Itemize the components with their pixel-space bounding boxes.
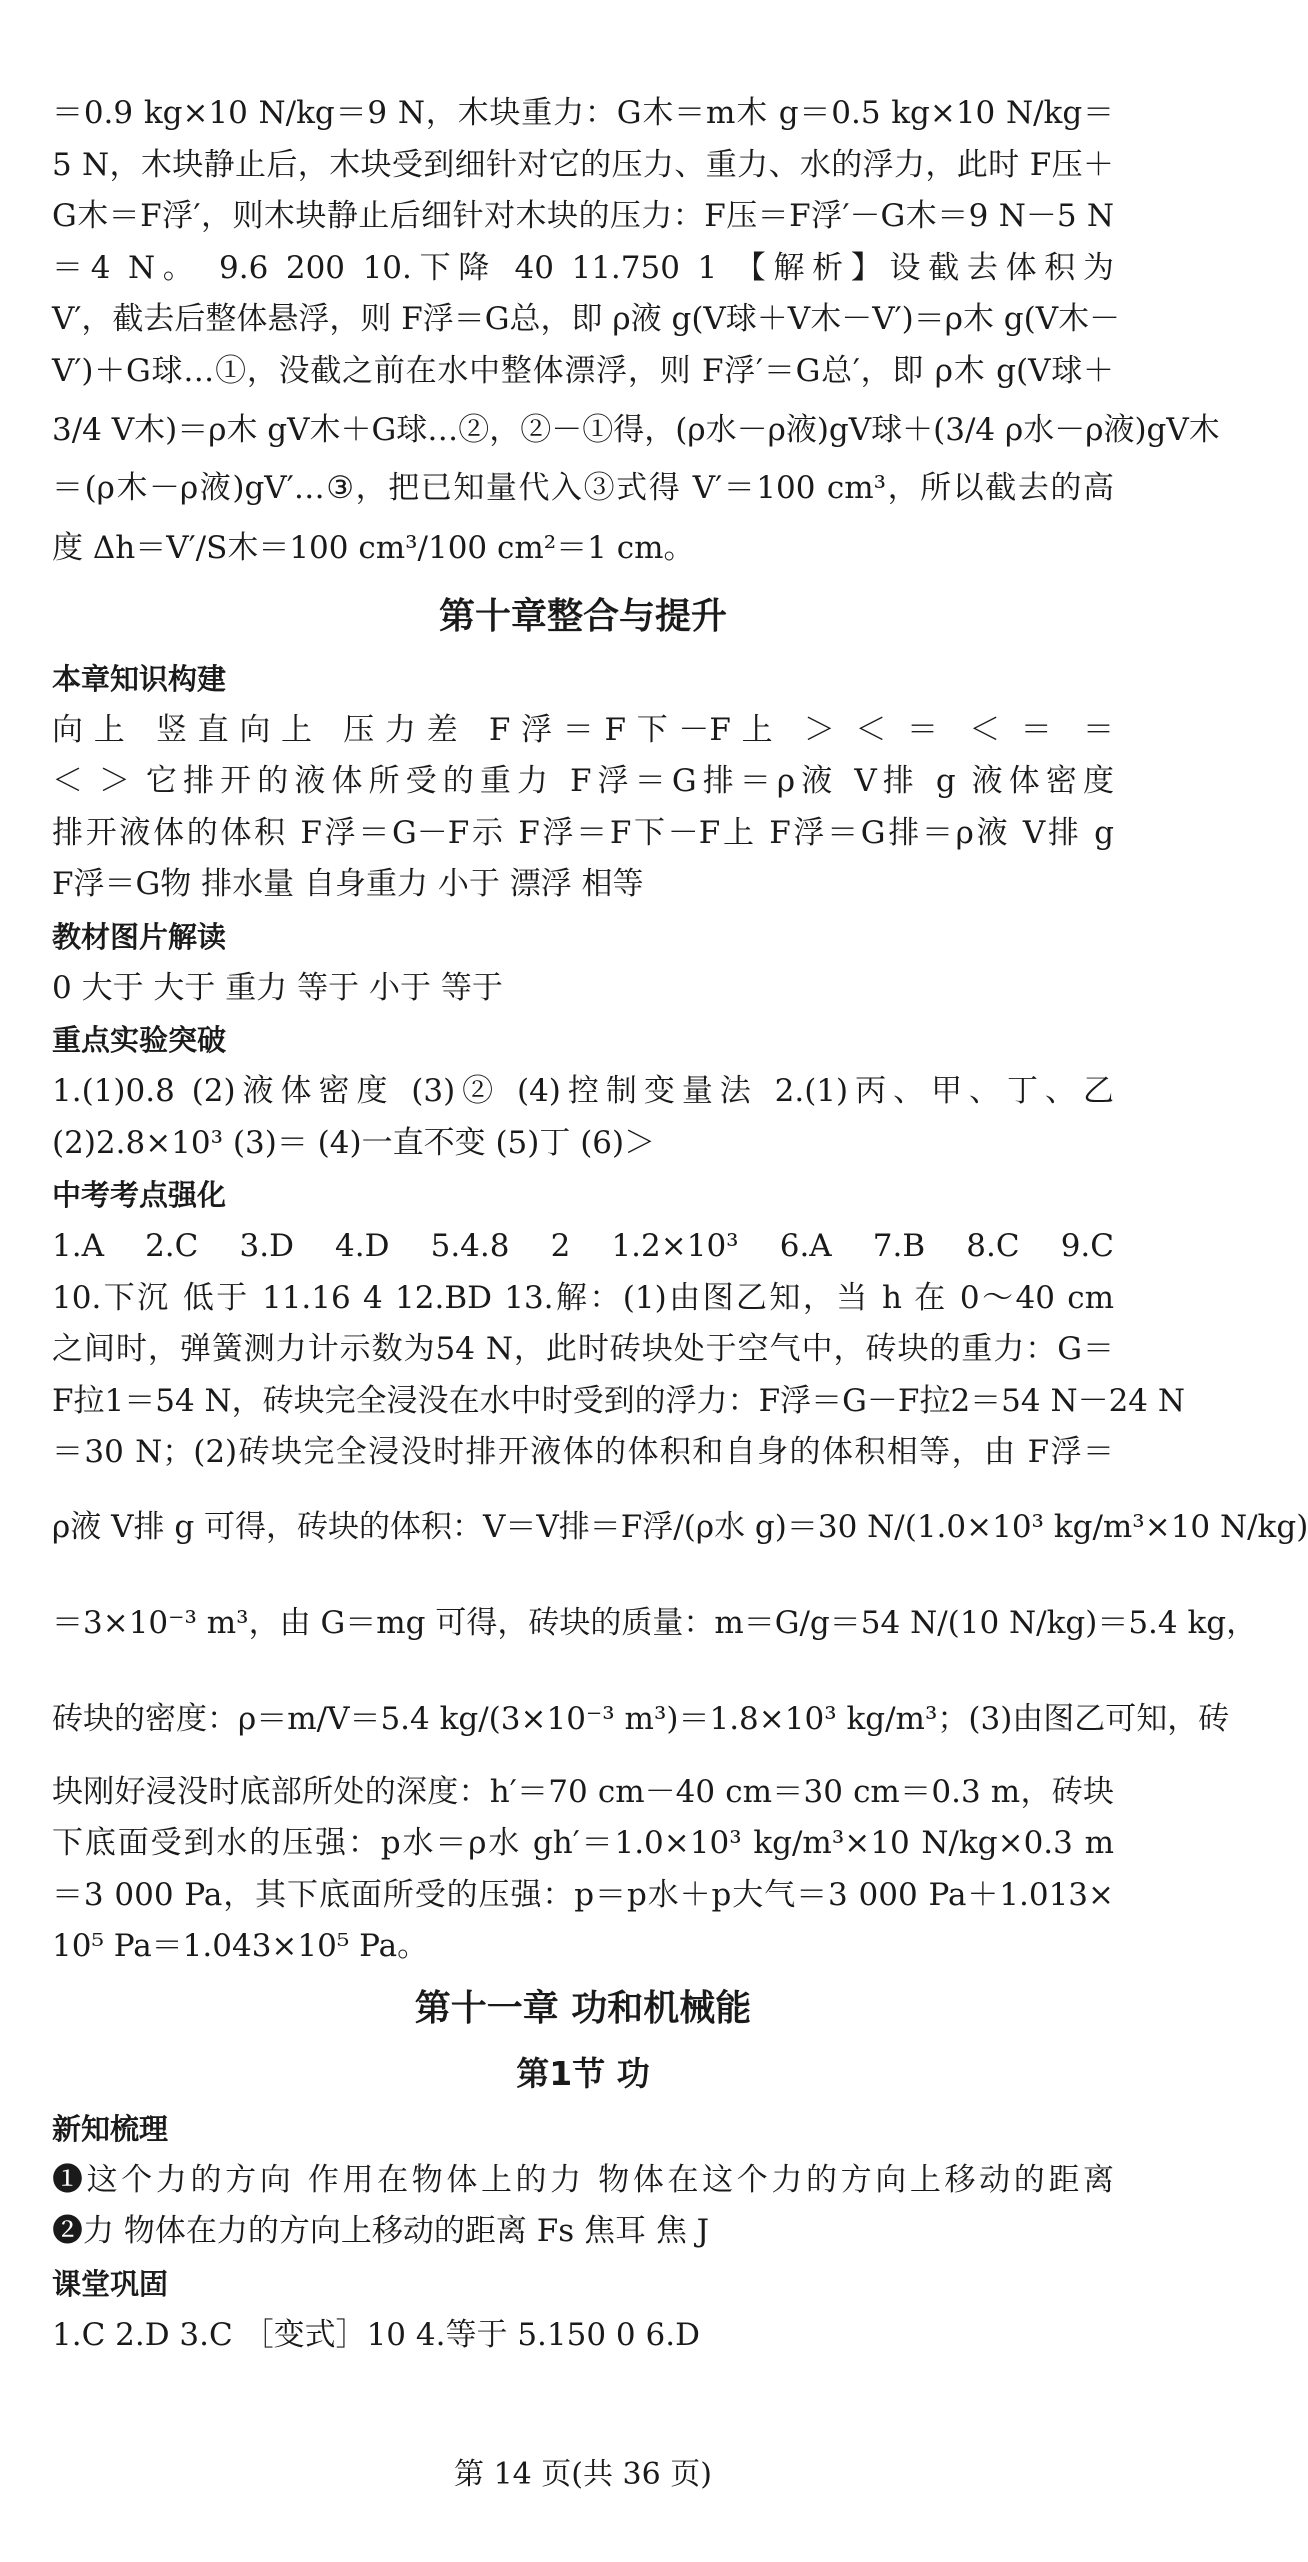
text-line: ＝30 N；(2)砖块完全浸没时排开液体的体积和自身的体积相等，由 F浮＝: [52, 1434, 1114, 1470]
text-line: 砖块的密度：ρ＝m/V＝5.4 kg/(3×10⁻³ m³)＝1.8×10³ kg/m³；(3)由图乙可知，砖: [52, 1700, 1230, 1737]
text-line: F拉1＝54 N，砖块完全浸没在水中时受到的浮力：F浮＝G－F拉2＝54 N－24 N: [52, 1382, 1186, 1419]
text-line: 10⁵ Pa＝1.043×10⁵ Pa。: [52, 1928, 429, 1964]
chapter-11-title: 第十一章 功和机械能: [414, 1987, 752, 2029]
section-knowledge-heading: 本章知识构建: [52, 661, 227, 696]
text-line: ＝3 000 Pa，其下底面所受的压强：p＝p水＋p大气＝3 000 Pa＋1.013×: [52, 1876, 1114, 1913]
page-content: [52, 88, 1308, 2361]
text-line: ＝3×10⁻³ m³，由 G＝mg 可得，砖块的质量：m＝G/g＝54 N/(10 N/kg)＝5.4 kg，: [52, 1604, 1258, 1641]
text-line: F浮＝G物 排水量 自身重力 小于 漂浮 相等: [52, 866, 644, 902]
text-line: ＜ ＞ 它排开的液体所受的重力 F浮＝G排＝ρ液 V排 g 液体密度: [52, 763, 1114, 799]
chapter-10-title: 第十章整合与提升: [438, 595, 727, 637]
page-number: 第 14 页(共 36 页): [454, 2457, 712, 2492]
text-line: 下底面受到水的压强：p水＝ρ水 gh′＝1.0×10³ kg/m³×10 N/kg×0.3 m: [52, 1825, 1114, 1861]
section-exam-heading: 中考考点强化: [52, 1178, 227, 1212]
section-experiment-heading: 重点实验突破: [52, 1023, 227, 1057]
text-line: (2)2.8×10³ (3)＝ (4)一直不变 (5)丁 (6)＞: [52, 1124, 656, 1161]
text-line: ❷力 物体在力的方向上移动的距离 Fs 焦耳 焦 J: [52, 2213, 710, 2249]
text-line: 5 N，木块静止后，木块受到细针对它的压力、重力、水的浮力，此时 F压＋: [52, 146, 1114, 183]
text-line: ＝(ρ木－ρ液)gV′…③，把已知量代入③式得 V′＝100 cm³，所以截去的高: [52, 470, 1114, 506]
section-class-practice-heading: 课堂巩固: [52, 2266, 169, 2301]
text-line: V′，截去后整体悬浮，则 F浮＝G总，即 ρ液 g(V球＋V木－V′)＝ρ木 g(V木－: [52, 301, 1121, 337]
text-line: 10.下沉 低于 11.16 4 12.BD 13.解：(1)由图乙知，当 h 在 0～40 cm: [52, 1279, 1114, 1316]
text-line: ＝4 N。 9.6 200 10.下降 40 11.750 1 【解析】设截去体积为: [52, 249, 1114, 286]
text-line: ❶这个力的方向 作用在物体上的力 物体在这个力的方向上移动的距离: [52, 2161, 1114, 2198]
text-line: 1.A 2.C 3.D 4.D 5.4.8 2 1.2×10³ 6.A 7.B 8.C 9.C: [52, 1228, 1114, 1264]
text-line: ρ液 V排 g 可得，砖块的体积：V＝V排＝F浮/(ρ水 g)＝30 N/(1.0×10³ kg/m³×10 N/kg): [52, 1508, 1308, 1545]
text-line: 1.(1)0.8 (2)液体密度 (3)② (4)控制变量法 2.(1)丙、甲、丁、乙: [52, 1073, 1114, 1109]
text-line: V′)＋G球…①，没截之前在水中整体漂浮，则 F浮′＝G总′，即 ρ木 g(V球＋: [52, 352, 1114, 389]
section-new-knowledge-heading: 新知梳理: [52, 2111, 169, 2146]
text-line: G木＝F浮′，则木块静止后细针对木块的压力：F压＝F浮′－G木＝9 N－5 N: [52, 198, 1114, 234]
section-pictures-heading: 教材图片解读: [52, 919, 227, 954]
text-line: 向上 竖直向上 压力差 F浮＝F下－F上 ＞ ＜ ＝ ＜ ＝ ＝: [52, 711, 1114, 748]
text-line: 0 大于 大于 重力 等于 小于 等于: [52, 969, 503, 1006]
text-line: ＝0.9 kg×10 N/kg＝9 N，木块重力：G木＝m木 g＝0.5 kg×10 N/kg＝: [52, 95, 1114, 131]
text-line: 之间时，弹簧测力计示数为54 N，此时砖块处于空气中，砖块的重力：G＝: [52, 1331, 1114, 1367]
text-line: 排开液体的体积 F浮＝G－F示 F浮＝F下－F上 F浮＝G排＝ρ液 V排 g: [52, 814, 1114, 851]
text-line: 度 Δh＝V′/S木＝100 cm³/100 cm²＝1 cm。: [52, 529, 695, 566]
text-line: 3/4 V木)＝ρ木 gV木＋G球…②，②－①得，(ρ水－ρ液)gV球＋(3/4 ρ水－ρ液)gV木: [52, 412, 1220, 448]
text-line: 1.C 2.D 3.C ［变式］10 4.等于 5.150 0 6.D: [52, 2316, 700, 2353]
text-line: 块刚好浸没时底部所处的深度：h′＝70 cm－40 cm＝30 cm＝0.3 m，砖块: [52, 1773, 1114, 1810]
section-1-title: 第1节 功: [516, 2053, 650, 2093]
